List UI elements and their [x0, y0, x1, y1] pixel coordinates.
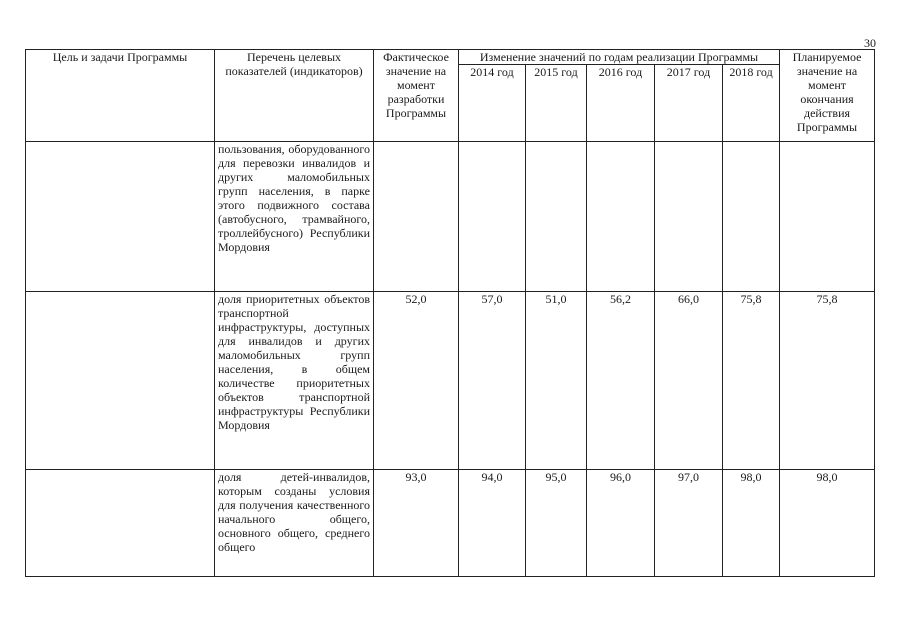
year-value-cell: 97,0: [655, 470, 723, 577]
table-row: [26, 142, 875, 292]
planned-value-cell: 98,0: [780, 470, 875, 577]
table-row: [26, 292, 875, 470]
program-indicators-table: [25, 49, 875, 577]
year-value-cell: [459, 142, 526, 292]
goal-cell: [26, 142, 215, 292]
indicator-cell: доля приоритетных объектов транспортной инфраструктуры, доступных для инвалидов и других маломобильных групп населения, в общем количестве приоритетных объектов транспортной инфраструктуры Республики Мордовия: [215, 292, 374, 470]
header-year: 2014 год: [459, 65, 526, 142]
year-value-cell: [655, 142, 723, 292]
goal-cell: [26, 292, 215, 470]
planned-value-cell: 75,8: [780, 292, 875, 470]
header-year: 2018 год: [723, 65, 780, 142]
year-value-cell: 66,0: [655, 292, 723, 470]
year-value-cell: 75,8: [723, 292, 780, 470]
year-value-cell: 57,0: [459, 292, 526, 470]
actual-value-cell: 52,0: [374, 292, 459, 470]
header-year: 2015 год: [526, 65, 587, 142]
header-changes: Изменение значений по годам реализации Программы: [459, 50, 780, 65]
indicator-cell: доля детей-инвалидов, которым созданы условия для получения качественного начального общего, основного общего, среднего общего: [215, 470, 374, 577]
year-value-cell: 96,0: [587, 470, 655, 577]
header-actual: Фактическое значение на момент разработки Программы: [374, 50, 459, 142]
year-value-cell: 95,0: [526, 470, 587, 577]
header-year: 2016 год: [587, 65, 655, 142]
year-value-cell: [587, 142, 655, 292]
page-number: 30: [864, 36, 876, 50]
year-value-cell: 51,0: [526, 292, 587, 470]
year-value-cell: 98,0: [723, 470, 780, 577]
header-indicators: Перечень целевых показателей (индикаторов): [215, 50, 374, 142]
year-value-cell: 56,2: [587, 292, 655, 470]
year-value-cell: [723, 142, 780, 292]
header-year: 2017 год: [655, 65, 723, 142]
year-value-cell: [526, 142, 587, 292]
actual-value-cell: 93,0: [374, 470, 459, 577]
planned-value-cell: [780, 142, 875, 292]
header-row: [26, 50, 875, 65]
indicator-cell: пользования, оборудованного для перевозки инвалидов и других маломобильных групп населения, в парке этого подвижного состава (автобусного, трамвайного, троллейбусного) Республики Мордовия: [215, 142, 374, 292]
year-value-cell: 94,0: [459, 470, 526, 577]
actual-value-cell: [374, 142, 459, 292]
header-planned: Планируемое значение на момент окончания действия Программы: [780, 50, 875, 142]
header-goal: Цель и задачи Программы: [26, 50, 215, 142]
table-row: [26, 470, 875, 577]
goal-cell: [26, 470, 215, 577]
